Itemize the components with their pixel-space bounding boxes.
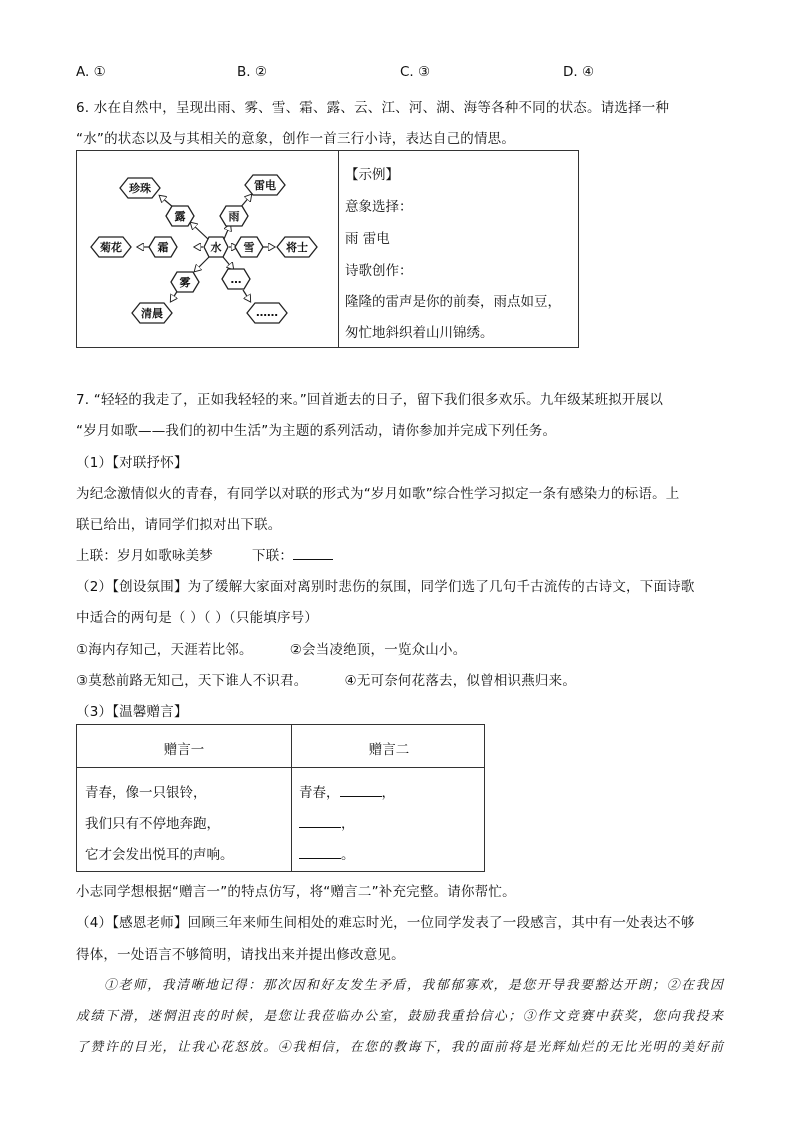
option-c: C. ③ <box>400 64 431 80</box>
passage-line3: 了赞许的目光，让我心花怒放。④我相信，在您的教诲下，我的面前将是光辉灿烂的无比光明的美好前 <box>76 1040 725 1055</box>
diagram-node-yu: 雨 <box>228 210 240 223</box>
q7-part2-line2: 中适合的两句是（ ）（ ）（只能填序号） <box>76 610 319 626</box>
example-poem-label: 诗歌创作： <box>345 263 413 279</box>
diagram-outer-jiangshi: 将士 <box>286 241 308 254</box>
gift-one-line2: 我们只有不停地奔跑， <box>85 816 220 832</box>
diagram-outer-leidian: 雷电 <box>254 179 276 192</box>
poem-option-1: ①海内存知己，天涯若比邻。 <box>76 642 253 658</box>
poem-option-3: ③莫愁前路无知己，天下谁人不识君。 <box>76 673 308 689</box>
couplet-lower-label: 下联： <box>252 548 294 564</box>
example-title: 【示例】 <box>345 167 399 183</box>
poem-options-row1 <box>76 638 466 658</box>
q7-part4-line2: 得体，一处语言不够简明，请找出来并提出修改意见。 <box>76 947 405 963</box>
passage-line2: 成绩下滑，迷惘沮丧的时候，是您让我莅临办公室，鼓励我重拾信心；③作文竞赛中获奖，您向我投来 <box>76 1009 725 1024</box>
option-b: B. ② <box>237 64 267 80</box>
poem-options-row2 <box>76 669 576 689</box>
q7-part1-line1: 为纪念激情似火的青春，有同学以对联的形式为“岁月如歌”综合性学习拟定一条有感染力的标语。上 <box>76 486 680 502</box>
gift-one-line1: 青春，像一只银铃， <box>85 785 207 801</box>
passage-line1: ①老师，我清晰地记得：那次因和好友发生矛盾，我郁郁寡欢，是您开导我要豁达开朗；②在我因 <box>104 978 725 993</box>
q7-part4-line1: （4）【感恩老师】回顾三年来师生间相处的难忘时光，一位同学发表了一段感言，其中有一处表达不够 <box>76 915 695 931</box>
couplet-upper: 上联：岁月如歌咏美梦 <box>76 548 213 564</box>
gift-two-line2: ， <box>299 812 355 832</box>
poem-option-2: ②会当凌绝顶，一览众山小。 <box>289 642 467 658</box>
gift-two-blank3[interactable] <box>299 858 341 859</box>
poem-option-4: ④无可奈何花落去，似曾相识燕归来。 <box>344 673 577 689</box>
diagram-outer-zhenzhu: 珍珠 <box>129 182 151 195</box>
diagram-outer-qingchen: 清晨 <box>141 307 163 320</box>
q7-part2-line1: （2）【创设氛围】为了缓解大家面对离别时悲伤的氛围，同学们选了几句千古流传的古诗文，下面诗歌 <box>76 579 695 595</box>
gift-two-blank2[interactable] <box>299 827 341 828</box>
diagram-outer-dots: …… <box>256 306 278 319</box>
gift-header-1: 赠言一 <box>163 742 205 758</box>
diagram-node-shuang: 霜 <box>157 241 169 254</box>
diagram-node-lu: 露 <box>174 210 186 223</box>
q7-part1-title: （1）【对联抒怀】 <box>76 455 188 471</box>
option-d: D. ④ <box>563 64 595 80</box>
q6-table <box>76 150 579 348</box>
gift-words-table <box>76 724 485 872</box>
diagram-node-wu: 雾 <box>179 276 191 289</box>
couplet-lower-blank[interactable] <box>293 559 333 560</box>
q7-text-line2: “岁月如歌——我们的初中生活”为主题的系列活动，请你参加并完成下列任务。 <box>76 423 557 439</box>
q7-part1-line2: 联已给出，请同学们拟对出下联。 <box>76 517 282 533</box>
couplet-row <box>76 544 333 564</box>
example-poem-line1: 隆隆的雷声是你的前奏，雨点如豆， <box>345 294 561 310</box>
diagram-outer-juhua: 菊花 <box>100 241 122 254</box>
water-state-diagram <box>77 151 338 347</box>
gift-two-line1: 青春， ， <box>299 785 395 801</box>
q6-text-line2: “水”的状态以及与其相关的意象，创作一首三行小诗，表达自己的情思。 <box>76 131 516 147</box>
gift-header-2: 赠言二 <box>368 742 410 758</box>
gift-one-line3: 它才会发出悦耳的声响。 <box>85 847 234 863</box>
diagram-center-label: 水 <box>210 241 222 254</box>
option-a: A. ① <box>76 64 106 80</box>
q7-text-line1: 7. “轻轻的我走了，正如我轻轻的来。”回首逝去的日子，留下我们很多欢乐。九年级某班拟开展以 <box>76 392 664 408</box>
diagram-node-dots: … <box>230 273 242 286</box>
example-imagery-label: 意象选择： <box>345 199 413 215</box>
gift-two-blank1[interactable] <box>340 796 382 797</box>
diagram-node-xue: 雪 <box>243 241 255 254</box>
gift-two-line3: 。 <box>299 843 355 863</box>
q7-part3-title: （3）【温馨赠言】 <box>76 704 188 720</box>
example-imagery: 雨 雷电 <box>345 231 390 247</box>
example-poem-line2: 匆忙地斜织着山川锦绣。 <box>345 325 494 341</box>
q6-text-line1: 6. 水在自然中，呈现出雨、雾、雪、霜、露、云、江、河、湖、海等各种不同的状态。请选择一种 <box>76 100 670 116</box>
q7-part3-note: 小志同学想根据“赠言一”的特点仿写，将“赠言二”补充完整。请你帮忙。 <box>76 884 516 900</box>
